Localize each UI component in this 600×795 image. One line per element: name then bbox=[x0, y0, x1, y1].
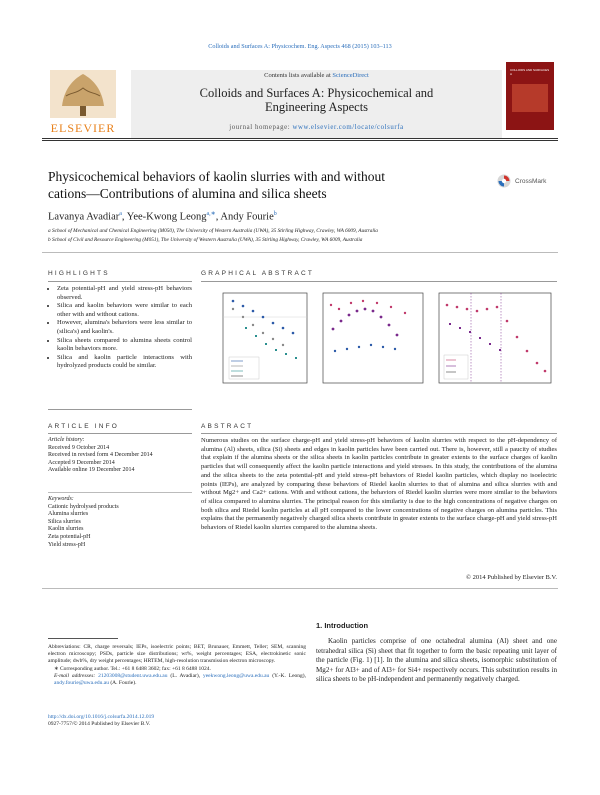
journal-homepage: journal homepage: www.elsevier.com/locate/colsurfa bbox=[229, 124, 404, 131]
history-item: Available online 19 December 2014 bbox=[48, 467, 135, 474]
sciencedirect-link[interactable]: ScienceDirect bbox=[332, 72, 369, 79]
copyright: © 2014 Published by Elsevier B.V. bbox=[466, 574, 557, 581]
keyword: Silica slurries bbox=[48, 518, 81, 525]
affiliation: a School of Mechanical and Chemical Engineering (M050), The University of Western Australia (UWA), 35 Stirling Highway, Crawley, WA 6009, Australia bbox=[48, 228, 378, 234]
section-rule bbox=[42, 252, 558, 253]
section-rule bbox=[48, 281, 192, 282]
section-rule bbox=[48, 409, 192, 410]
list-item: • Zeta potential-pH and yield stress-pH behaviors observed. bbox=[57, 285, 192, 302]
article-info-heading: ARTICLE INFO bbox=[48, 423, 120, 430]
email-link[interactable]: andy.fourie@uwa.edu.au bbox=[54, 680, 109, 687]
introduction-heading: 1. Introduction bbox=[316, 621, 369, 630]
crossmark-icon bbox=[497, 174, 511, 188]
section-rule bbox=[48, 492, 192, 493]
affiliation: b School of Civil and Resource Engineering (M051), The University of Western Australia (UWA), 35 Stirling Highway, Crawley, WA 6009, Australia bbox=[48, 237, 363, 243]
crossmark-badge[interactable]: CrossMark bbox=[497, 172, 557, 190]
journal-title: Colloids and Surfaces A: Physicochemical and Engineering Aspects bbox=[199, 86, 434, 114]
introduction-text: Kaolin particles comprise of one octahedral alumina (Al) sheet and one tetrahedral silica (Si) sheet that fit together to form the basic repeating unit layer of the particle (Fig. 1) [1]. In the alumina and silica sheets, isomorphic substitution of Mg2+ for Al3+ and of Al3+ for Si4+ respectively occurs. This substitution results in silica sheets to be pH-independent and permanently negatively charged. bbox=[316, 637, 557, 684]
issn: 0927-7757/© 2014 Published by Elsevier B.V. bbox=[48, 721, 151, 728]
section-rule bbox=[42, 588, 558, 589]
abstract-text: Numerous studies on the surface charge-pH and yield stress-pH behaviors of kaolin slurries with respect to the pH-dependency of alumina (Al) sheets, silica (Si) sheets and edges in kaolin particles have been carried out. There is, however, still a paucity of studies that explain if the alumina sheets or the silica sheets in kaolin particles contribute in greater extents to the surface charges of kaolin particles that will consequently affect the kaolin particle interactions and yield stresses. In this study, the contributions of the alumina and the silica sheets to the zeta potential-pH and yield stress-pH behaviors of Riedel kaolin particles, which display no isoelectric points (IEPs), are analyzed by comparing these behaviors of Riedel kaolin slurries to that of alumina and silica slurries with and without Mg2+ and Ca2+ cations. With and without cations, the behaviors of Riedel kaolin slurries were more similar to the behaviors of silica compared to alumina slurries. The principal reason for this similarity is due to the high concentrations of negative charges on both silica and Riedel kaolin particles at all pH compared to the lower concentrations of negative charges on alumina particles. This explains that the permanently negatively charged silica sheets contribute in greater extents to the surface charge-pH and yield stress-pH behaviors of Riedel kaolin slurries compared to the alumina sheets. bbox=[201, 437, 557, 532]
elsevier-logo[interactable] bbox=[42, 66, 124, 138]
keyword: Zeta potential-pH bbox=[48, 533, 91, 540]
keyword: Yield stress-pH bbox=[48, 541, 86, 548]
homepage-link[interactable]: www.elsevier.com/locate/colsurfa bbox=[292, 124, 404, 131]
ga-panel-zeta bbox=[223, 293, 307, 383]
header-rule bbox=[42, 140, 558, 141]
list-item: • Silica and kaolin particle interactions with hydrolyzed products could be similar. bbox=[57, 354, 192, 371]
history-item: Received in revised form 4 December 2014 bbox=[48, 452, 153, 459]
highlights-heading: HIGHLIGHTS bbox=[48, 270, 110, 277]
article-title: Physicochemical behaviors of kaolin slurries with and without cations—Contributions of alumina and silica sheets bbox=[48, 169, 386, 201]
ga-panel-yield-stress bbox=[323, 293, 423, 383]
footnote-rule bbox=[48, 638, 118, 639]
elsevier-wordmark: ELSEVIER bbox=[50, 121, 116, 135]
history-item: Received 9 October 2014 bbox=[48, 444, 110, 451]
journal-cover-image[interactable] bbox=[506, 62, 554, 130]
author-name: Lavanya Avadiar bbox=[48, 211, 120, 223]
section-rule bbox=[201, 281, 557, 282]
email-addresses: E-mail addresses: 21203008@student.uwa.edu.au (L. Avadiar), yeekwong.leong@uwa.edu.au (Y.-K. Leong), andy.fourie@uwa.edu.au (A. Fourie). bbox=[54, 672, 307, 687]
highlights-list bbox=[48, 285, 192, 371]
abbreviations: Abbreviations: CR, charge reversals; IEPs, isoelectric points; BET, Brunauer, Emmett, Teller; SEM, scanning electron microscopy; PSDs, particle size distributions; wt%, weight percentages; ESA, electrokinetic sonic amplitude; dwb%, dry weight percentages; HRTEM, high-resolution transmission electron microscopy. bbox=[48, 644, 306, 665]
footnotes bbox=[48, 644, 306, 687]
article-history: Article history: Received 9 October 2014 Received in revised form 4 December 2014 Accepted 9 December 2014 Available online 19 December 2014 bbox=[48, 437, 192, 475]
graphical-abstract-heading: GRAPHICAL ABSTRACT bbox=[201, 270, 315, 277]
email-link[interactable]: 21203008@student.uwa.edu.au bbox=[98, 672, 168, 679]
list-item: • Silica sheets compared to alumina sheets control kaolin behaviors more. bbox=[57, 337, 192, 354]
doi-link[interactable]: http://dx.doi.org/10.1016/j.colsurfa.2014.12.019 bbox=[48, 714, 155, 720]
abstract-heading: ABSTRACT bbox=[201, 423, 254, 430]
header-rule bbox=[42, 138, 558, 139]
contents-line: Contents lists available at ScienceDirect bbox=[264, 72, 369, 79]
keyword: Alumina slurries bbox=[48, 511, 89, 518]
author-name: Yee-Kwong Leong bbox=[126, 211, 207, 223]
keywords: Keywords: Cationic hydrolysed products Alumina slurries Silica slurries Kaolin slurries Zeta potential-pH Yield stress-pH bbox=[48, 496, 192, 549]
author-name: Andy Fourie bbox=[220, 211, 274, 223]
email-link[interactable]: yeekwong.leong@uwa.edu.au bbox=[202, 672, 270, 679]
author-list: Lavanya Avadiar$^a$, Yee-Kwong Leong$^{a,∗}$, Andy Fourie$^b$ bbox=[48, 211, 277, 223]
ga-panel-cations bbox=[439, 293, 551, 383]
list-item: • However, alumina's behaviors were less similar to (silica's) and kaolin's. bbox=[57, 319, 192, 336]
doi-block bbox=[48, 714, 306, 728]
running-head[interactable]: Colloids and Surfaces A: Physicochem. Eng. Aspects 468 (2015) 103–113 bbox=[208, 43, 392, 50]
corresponding-author: ∗ Corresponding author. Tel.: +61 8 6488 3602; fax: +61 8 6488 1024. bbox=[54, 665, 211, 672]
keyword: Cationic hydrolysed products bbox=[48, 503, 119, 510]
graphical-abstract-figure[interactable] bbox=[201, 287, 557, 399]
cover-graphic bbox=[512, 84, 548, 112]
section-rule bbox=[201, 433, 557, 434]
keyword: Kaolin slurries bbox=[48, 526, 84, 533]
history-item: Accepted 9 December 2014 bbox=[48, 459, 115, 466]
section-rule bbox=[48, 433, 192, 434]
list-item: • Silica and kaolin behaviors were similar to each other with and without cations. bbox=[57, 302, 192, 319]
cover-title: COLLOIDS AND SURFACES A bbox=[510, 68, 550, 76]
